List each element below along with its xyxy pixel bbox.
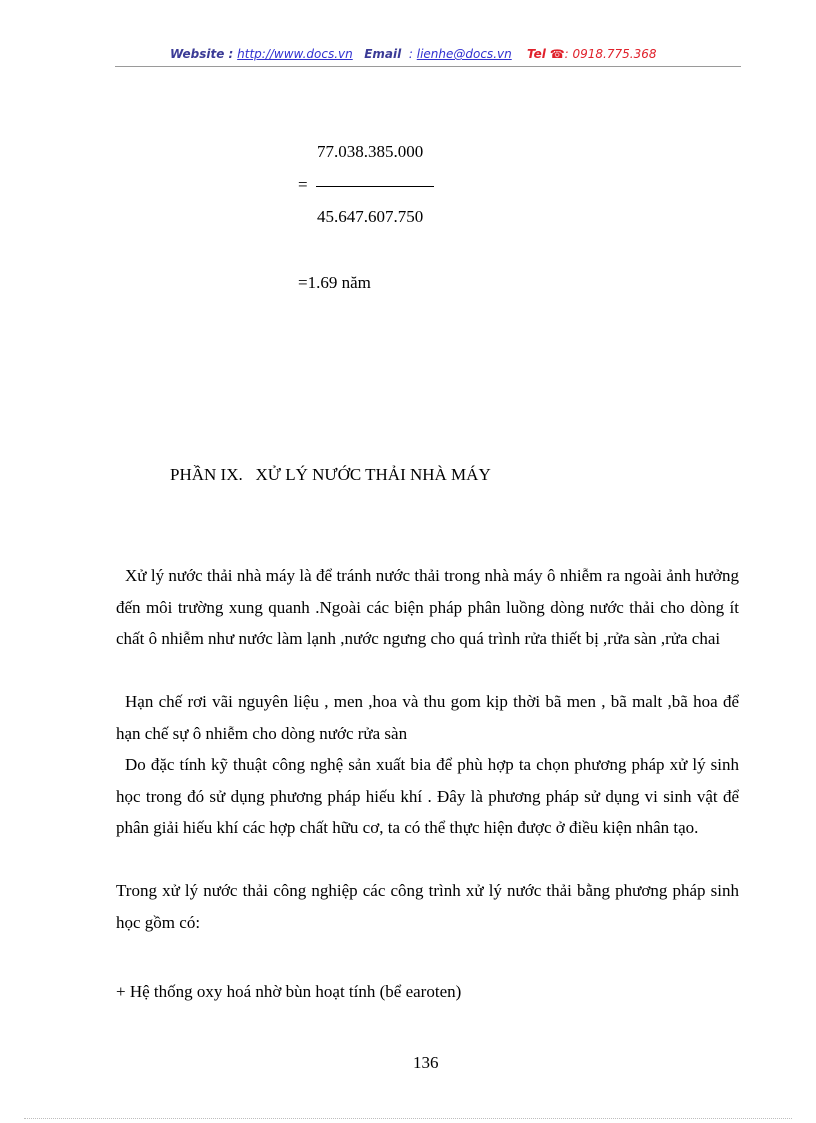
header-divider bbox=[115, 66, 741, 67]
formula-result: =1.69 năm bbox=[298, 273, 371, 292]
section-title: PHẦN IX. XỬ LÝ NƯỚC THẢI NHÀ MÁY bbox=[170, 465, 491, 484]
fraction-denominator: 45.647.607.750 bbox=[317, 207, 424, 226]
paragraph: Xử lý nước thải nhà máy là để tránh nước thải trong nhà máy ô nhiễm ra ngoài ảnh hưởng đến môi trường xung quanh .Ngoài các biện pháp phân luồng dòng nước thải cho dòng ít chất ô nhiễm như nước làm lạnh ,nước ngưng cho quá trình rửa thiết bị ,rửa sàn ,rửa chai bbox=[116, 566, 739, 648]
email-link[interactable]: lienhe@docs.vn bbox=[416, 47, 512, 61]
paragraph: Trong xử lý nước thải công nghiệp các công trình xử lý nước thải bằng phương pháp sinh học gồm có: bbox=[116, 881, 739, 932]
page-header bbox=[170, 47, 770, 61]
fraction-equals: = bbox=[298, 175, 308, 194]
paragraph: Hạn chế rơi vãi nguyên liệu , men ,hoa và thu gom kịp thời bã men , bã malt ,bã hoa để hạn chế sự ô nhiễm cho dòng nước rửa sàn bbox=[116, 692, 739, 743]
footer-divider bbox=[24, 1118, 792, 1119]
page-number: 136 bbox=[413, 1053, 439, 1072]
website-label: Website : bbox=[170, 47, 234, 61]
paragraph: Do đặc tính kỹ thuật công nghệ sản xuất bia để phù hợp ta chọn phương pháp xử lý sinh học trong đó sử dụng phương pháp hiếu khí . Đây là phương pháp sử dụng vi sinh vật để phân giải hiếu khí các hợp chất hữu cơ, ta có thể thực hiện được ở điều kiện nhân tạo. bbox=[116, 755, 739, 837]
list-item: + Hệ thống oxy hoá nhờ bùn hoạt tính (bể earoten) bbox=[116, 982, 462, 1001]
phone-icon: ☎ bbox=[549, 47, 565, 61]
email-label: Email bbox=[364, 47, 402, 61]
email-separator: : bbox=[408, 47, 413, 61]
website-link[interactable]: http://www.docs.vn bbox=[237, 47, 353, 61]
fraction-numerator: 77.038.385.000 bbox=[317, 142, 424, 161]
tel-number: : 0918.775.368 bbox=[564, 47, 657, 61]
tel-label: Tel bbox=[526, 47, 546, 61]
fraction-bar bbox=[316, 186, 434, 187]
